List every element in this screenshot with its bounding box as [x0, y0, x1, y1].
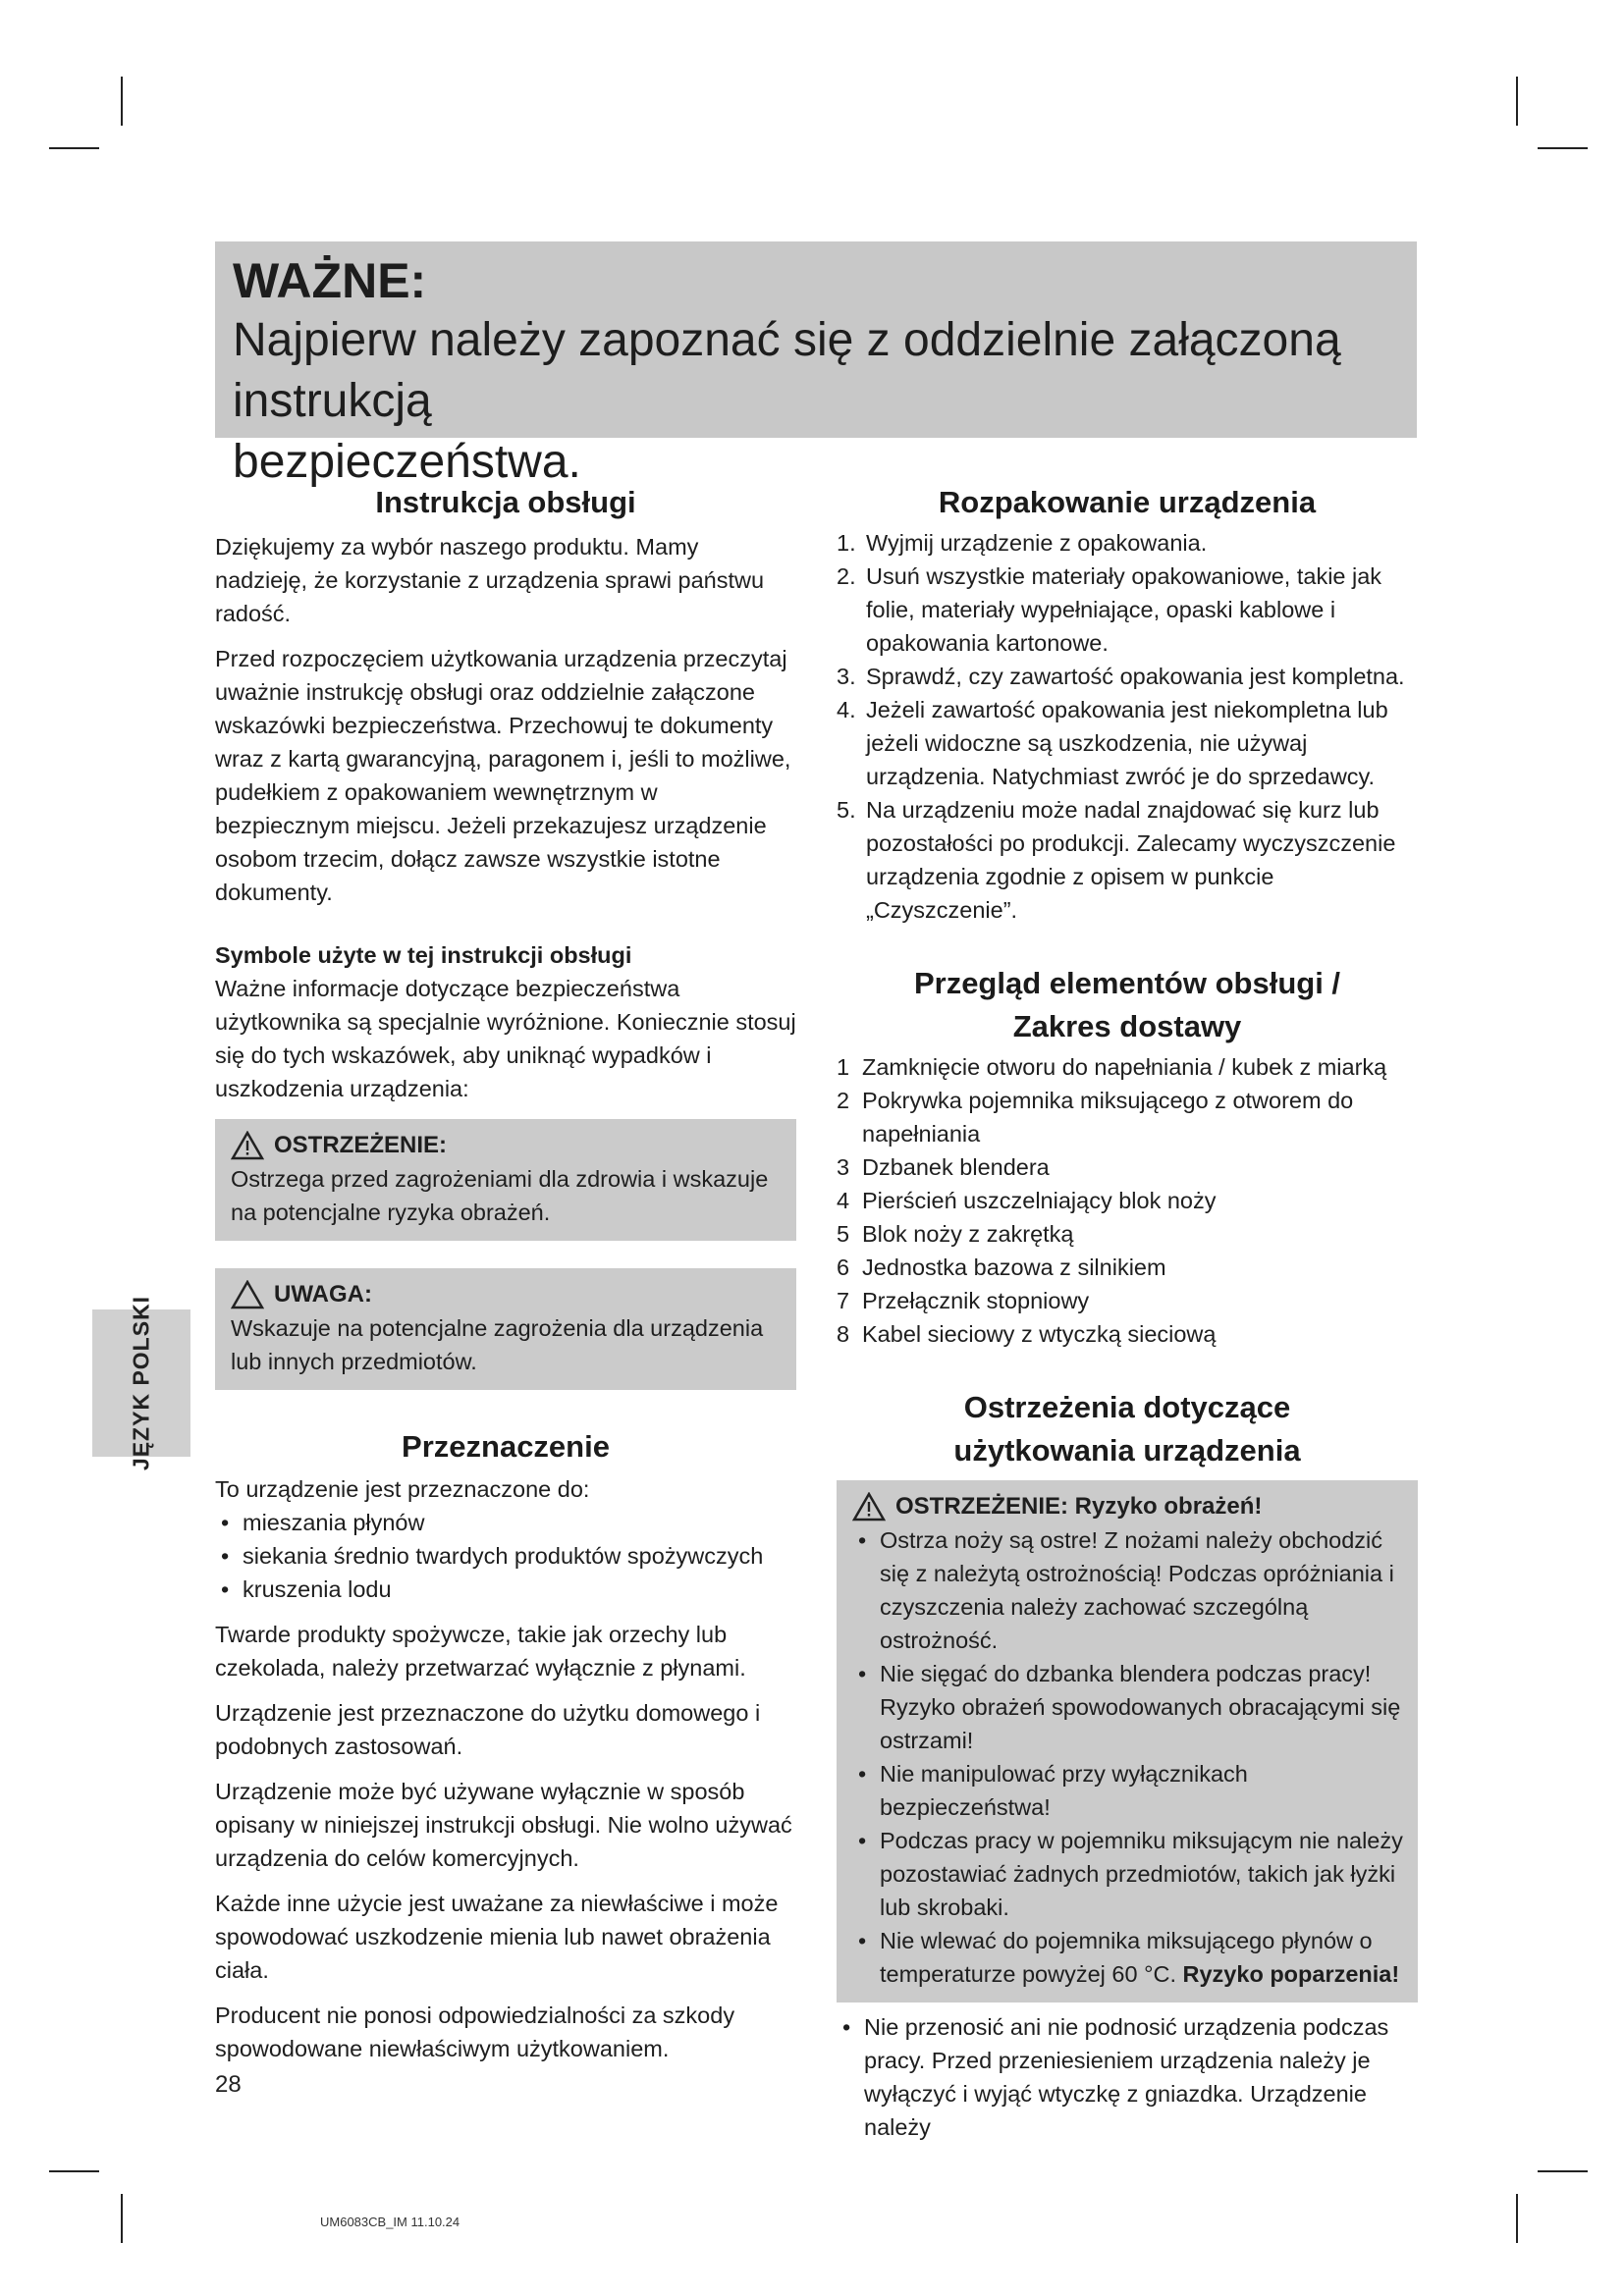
list-item: 1. Wyjmij urządzenie z opakowania.	[837, 530, 1208, 556]
crop-mark-tl-h	[49, 147, 99, 149]
list-item: 2. Usuń wszystkie materiały opakowaniowe, takie jak folie, materiały wypełniające, opaski kablowe i opakowania kartonowe.	[837, 563, 1382, 656]
crop-mark-br-v	[1516, 2194, 1518, 2243]
injury-warning-title: OSTRZEŻENIE: Ryzyko obrażeń!	[895, 1493, 1263, 1520]
list-item: 4. Jeżeli zawartość opakowania jest niekompletna lub jeżeli widoczne są uszkodzenia, nie używaj urządzenia. Natychmiast zwróć je do sprzedawcy.	[837, 697, 1388, 789]
household-paragraph: Urządzenie jest przeznaczone do użytku domowego i podobnych zastosowań.	[215, 1700, 761, 1759]
list-item: 8 Kabel sieciowy z wtyczką sieciową	[837, 1321, 1217, 1347]
important-banner	[215, 241, 1417, 488]
list-item: • mieszania płynów	[215, 1506, 796, 1539]
footer-document-code: UM6083CB_IM 11.10.24	[320, 2215, 460, 2229]
heading-purpose: Przeznaczenie	[402, 1429, 610, 1464]
crop-mark-tl-v	[121, 77, 123, 126]
language-side-label: JĘZYK POLSKI	[128, 1295, 154, 1471]
list-item: • Nie sięgać do dzbanka blendera podczas pracy! Ryzyko obrażeń spowodowanych obracającymi się ostrzami!	[852, 1657, 1404, 1757]
list-item: • Nie wlewać do pojemnika miksującego płynów o temperaturze powyżej 60 °C. Ryzyko poparzenia!	[852, 1924, 1404, 1991]
purpose-list	[215, 1506, 796, 1606]
list-item: • kruszenia lodu	[215, 1573, 796, 1606]
crop-mark-tr-v	[1516, 77, 1518, 126]
parts-list	[837, 1050, 1418, 1351]
heading-instructions: Instrukcja obsługi	[375, 485, 636, 519]
heading-warnings-line-1: Ostrzeżenia dotyczące	[963, 1390, 1291, 1424]
symbols-paragraph: Ważne informacje dotyczące bezpieczeństwa użytkownika są specjalnie wyróżnione. Koniecznie stosuj się do tych wskazówek, aby uniknąć wypadków i uszkodzenia urządzenia:	[215, 976, 796, 1101]
list-item: • siekania średnio twardych produktów spożywczych	[215, 1539, 796, 1573]
heading-overview	[837, 962, 1418, 1048]
usage-paragraph: Urządzenie może być używane wyłącznie w sposób opisany w niniejszej instrukcji obsługi. Nie wolno używać urządzenia do celów komercyjnych.	[215, 1779, 792, 1871]
crop-mark-br-h	[1538, 2170, 1588, 2172]
right-column	[837, 481, 1418, 2156]
crop-mark-bl-h	[49, 2170, 99, 2172]
warning-box	[215, 1119, 796, 1241]
heading-symbols: Symbole użyte w tej instrukcji obsługi	[215, 942, 632, 968]
left-column	[215, 481, 796, 2077]
unpack-list	[837, 526, 1418, 927]
list-item: 7 Przełącznik stopniowy	[837, 1288, 1090, 1313]
heading-unpacking: Rozpakowanie urządzenia	[938, 485, 1317, 519]
important-line-1: Najpierw należy zapoznać się z oddzielnie załączoną instrukcją	[233, 314, 1341, 427]
read-before-paragraph: Przed rozpoczęciem użytkowania urządzenia przeczytaj uważnie instrukcję obsługi oraz oddzielnie załączone wskazówki bezpieczeństwa. Przechowuj te dokumenty wraz z kartą gwarancyjną, paragonem i, jeśli to możliwe, pudełkiem z opakowaniem wewnętrznym w bezpiecznym miejscu. Jeżeli przekazujesz urządzenie osobom trzecim, dołącz zawsze wszystkie istotne dokumenty.	[215, 646, 791, 905]
list-item: • Nie przenosić ani nie podnosić urządzenia podczas pracy. Przed przeniesieniem urządzenia należy je wyłączyć i wyjąć wtyczkę z gniazdka. Urządzenie należy	[837, 2010, 1418, 2144]
injury-warning-box	[837, 1480, 1418, 2002]
warning-title: OSTRZEŻENIE:	[274, 1132, 448, 1158]
list-item: 5. Na urządzeniu może nadal znajdować się kurz lub pozostałości po produkcji. Zalecamy wyczyszczenie urządzenia zgodnie z opisem w punkcie „Czyszczenie”.	[837, 797, 1396, 923]
heading-overview-line-2: Zakres dostawy	[1012, 1009, 1242, 1043]
list-item: • Nie manipulować przy wyłącznikach bezpieczeństwa!	[852, 1757, 1404, 1824]
after-box-list	[837, 2010, 1418, 2144]
crop-mark-bl-v	[121, 2194, 123, 2243]
important-title: WAŻNE:	[233, 253, 427, 308]
caution-text: Wskazuje na potencjalne zagrożenia dla urządzenia lub innych przedmiotów.	[231, 1315, 764, 1374]
caution-box	[215, 1268, 796, 1390]
hard-food-paragraph: Twarde produkty spożywcze, takie jak orzechy lub czekolada, należy przetwarzać wyłącznie z płynami.	[215, 1622, 746, 1681]
purpose-intro: To urządzenie jest przeznaczone do:	[215, 1476, 590, 1502]
list-item: 4 Pierścień uszczelniający blok noży	[837, 1188, 1217, 1213]
important-line-2: bezpieczeństwa.	[233, 436, 581, 488]
warning-text: Ostrzega przed zagrożeniami dla zdrowia i wskazuje na potencjalne ryzyka obrażeń.	[231, 1166, 769, 1225]
page-number: 28	[215, 2071, 242, 2098]
warning-triangle-icon	[852, 1492, 886, 1522]
caution-triangle-icon	[231, 1280, 264, 1309]
list-item: 3 Dzbanek blendera	[837, 1154, 1050, 1180]
list-item: 2 Pokrywka pojemnika miksującego z otworem do napełniania	[837, 1088, 1354, 1147]
injury-warning-list	[852, 1523, 1404, 1991]
intro-paragraph: Dziękujemy za wybór naszego produktu. Mamy nadzieję, że korzystanie z urządzenia sprawi państwu radość.	[215, 534, 765, 626]
heading-warnings	[837, 1386, 1418, 1472]
list-item: 1 Zamknięcie otworu do napełniania / kubek z miarką	[837, 1054, 1387, 1080]
warning-triangle-icon	[231, 1131, 264, 1160]
list-item: • Podczas pracy w pojemniku miksującym nie należy pozostawiać żadnych przedmiotów, takich jak łyżki lub skrobaki.	[852, 1824, 1404, 1924]
list-item: 5 Blok noży z zakrętką	[837, 1221, 1074, 1247]
misuse-paragraph: Każde inne użycie jest uważane za niewłaściwe i może spowodować uszkodzenie mienia lub nawet obrażenia ciała.	[215, 1891, 779, 1983]
crop-mark-tr-h	[1538, 147, 1588, 149]
heading-warnings-line-2: użytkowania urządzenia	[953, 1433, 1301, 1468]
liability-paragraph: Producent nie ponosi odpowiedzialności za szkody spowodowane niewłaściwym użytkowaniem.	[215, 2002, 735, 2061]
heading-overview-line-1: Przegląd elementów obsługi /	[913, 966, 1341, 1000]
list-item: • Ostrza noży są ostre! Z nożami należy obchodzić się z należytą ostrożnością! Podczas opróżniania i czyszczenia należy zachować szczególną ostrożność.	[852, 1523, 1404, 1657]
list-item: 6 Jednostka bazowa z silnikiem	[837, 1255, 1166, 1280]
caution-title: UWAGA:	[274, 1281, 372, 1308]
list-item: 3. Sprawdź, czy zawartość opakowania jest kompletna.	[837, 664, 1405, 689]
